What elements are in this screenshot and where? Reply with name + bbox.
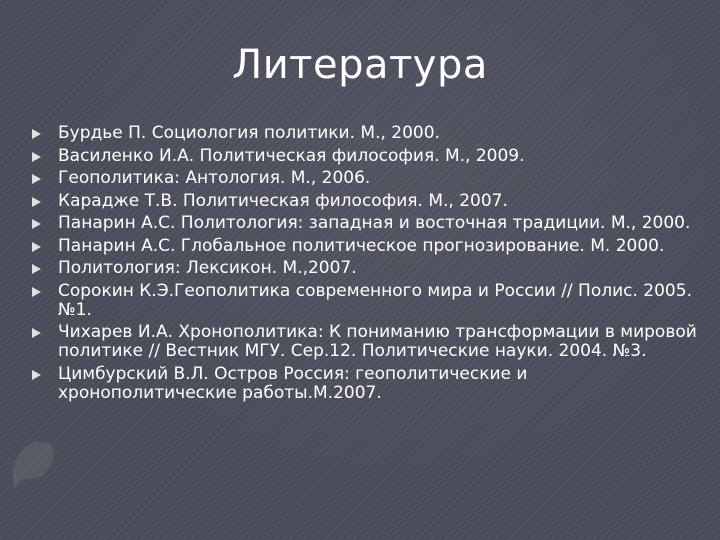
slide-title: Литература: [232, 42, 488, 88]
list-item: [32, 282, 704, 320]
list-item: [32, 365, 704, 403]
bullet-arrow-icon: [32, 287, 41, 297]
bullet-arrow-icon: [32, 370, 41, 380]
bullet-arrow-icon: [32, 129, 41, 139]
list-item-text: Чихарев И.А. Хронополитика: К пониманию трансформации в мировой политике // Вестник МГУ. Сер.12. Политические науки. 2004. №3.: [58, 322, 697, 361]
list-item: [32, 169, 704, 188]
list-item-text: Бурдье П. Социология политики. М., 2000.: [58, 123, 440, 143]
list-item-text: Политология: Лексикон. М.,2007.: [58, 258, 357, 278]
list-item-text: Карадже Т.В. Политическая философия. М., 2007.: [58, 190, 508, 211]
bullet-arrow-icon: [32, 328, 41, 338]
list-item: [32, 147, 704, 166]
list-item: [32, 192, 704, 211]
bullet-arrow-icon: [32, 219, 41, 229]
list-item: [32, 124, 704, 143]
bullet-arrow-icon: [32, 174, 41, 184]
list-item: [32, 323, 704, 361]
corner-decoration-icon: [4, 428, 64, 498]
bullet-arrow-icon: [32, 152, 41, 162]
list-item: [32, 259, 704, 278]
list-item: [32, 237, 704, 256]
list-item-text: Василенко И.А. Политическая философия. М., 2009.: [58, 145, 525, 166]
list-item-text: Цимбурский В.Л. Остров Россия: геополитические и хронополитические работы.М.2007.: [58, 363, 528, 403]
list-item-text: Сорокин К.Э.Геополитика современного мира и России // Полис. 2005. №1.: [58, 280, 692, 320]
bibliography-list: [32, 124, 704, 406]
list-item-text: Панарин А.С. Политология: западная и восточная традиции. М., 2000.: [58, 213, 691, 233]
list-item-text: Панарин А.С. Глобальное политическое прогнозирование. М. 2000.: [58, 235, 665, 256]
list-item: [32, 214, 704, 233]
bullet-arrow-icon: [32, 197, 41, 207]
bullet-arrow-icon: [32, 264, 41, 274]
list-item-text: Геополитика: Антология. М., 2006.: [58, 168, 371, 188]
bullet-arrow-icon: [32, 242, 41, 252]
